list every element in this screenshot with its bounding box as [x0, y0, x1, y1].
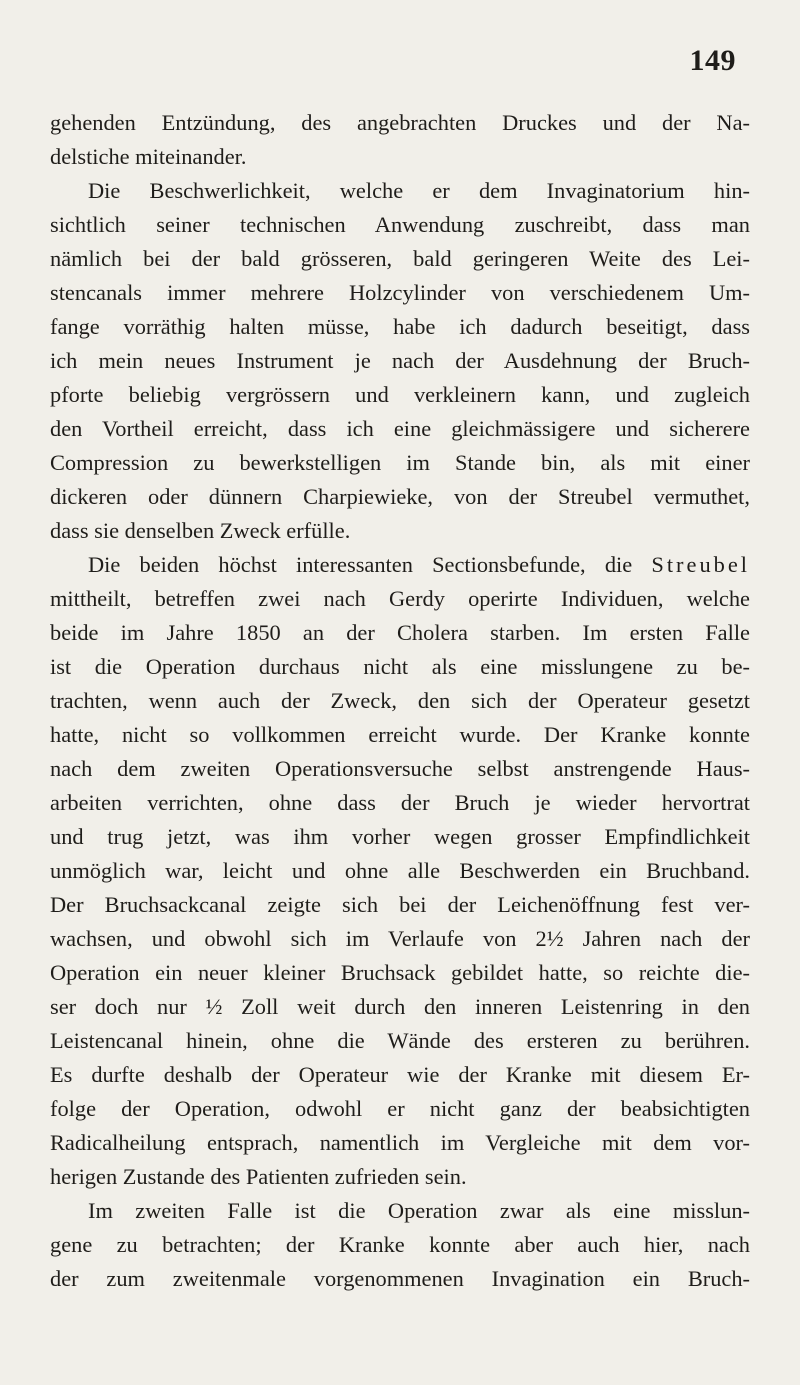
text-line: gehenden Entzündung, des angebrachten Druckes und der Na-: [50, 110, 750, 135]
text-line: herigen Zustande des Patienten zufrieden sein.: [50, 1164, 467, 1189]
text-line: unmöglich war, leicht und ohne alle Beschwerden ein Bruchband.: [50, 858, 750, 883]
page-number: 149: [689, 44, 736, 77]
text-line: ser doch nur ½ Zoll weit durch den inneren Leistenring in den: [50, 994, 750, 1019]
text-line: pforte beliebig vergrössern und verkleinern kann, und zugleich: [50, 382, 750, 407]
text-line: und trug jetzt, was ihm vorher wegen grosser Empfindlichkeit: [50, 824, 750, 849]
text-line: stencanals immer mehrere Holzcylinder von verschiedenem Um-: [50, 280, 750, 305]
paragraph-start-line: [50, 548, 750, 582]
text-line: sichtlich seiner technischen Anwendung zuschreibt, dass man: [50, 212, 750, 237]
text-segment: Die beiden höchst interessanten Sectionsbefunde, die: [88, 552, 652, 577]
text-line: nämlich bei der bald grösseren, bald geringeren Weite des Lei-: [50, 246, 750, 271]
paragraph-start-line: Die Beschwerlichkeit, welche er dem Invaginatorium hin-: [88, 178, 750, 203]
text-line: Leistencanal hinein, ohne die Wände des ersteren zu berühren.: [50, 1028, 750, 1053]
paragraph-start-line: Im zweiten Falle ist die Operation zwar als eine misslun-: [88, 1198, 750, 1223]
body-text: [50, 106, 750, 1296]
text-line: trachten, wenn auch der Zweck, den sich der Operateur gesetzt: [50, 688, 750, 713]
text-line: den Vortheil erreicht, dass ich eine gleichmässigere und sicherere: [50, 416, 750, 441]
text-line: folge der Operation, odwohl er nicht ganz der beabsichtigten: [50, 1096, 750, 1121]
author-name-spaced: Streubel: [651, 552, 750, 577]
text-line: gene zu betrachten; der Kranke konnte aber auch hier, nach: [50, 1232, 750, 1257]
text-line: hatte, nicht so vollkommen erreicht wurde. Der Kranke konnte: [50, 722, 750, 747]
text-line: ich mein neues Instrument je nach der Ausdehnung der Bruch-: [50, 348, 750, 373]
text-line: nach dem zweiten Operationsversuche selbst anstrengende Haus-: [50, 756, 750, 781]
text-line: Es durfte deshalb der Operateur wie der Kranke mit diesem Er-: [50, 1062, 750, 1087]
text-line: Compression zu bewerkstelligen im Stande bin, als mit einer: [50, 450, 750, 475]
text-line: dass sie denselben Zweck erfülle.: [50, 518, 351, 543]
text-line: dickeren oder dünnern Charpiewieke, von der Streubel vermuthet,: [50, 484, 750, 509]
text-line: der zum zweitenmale vorgenommenen Invagination ein Bruch-: [50, 1266, 750, 1291]
text-line: beide im Jahre 1850 an der Cholera starben. Im ersten Falle: [50, 620, 750, 645]
text-line: ist die Operation durchaus nicht als eine misslungene zu be-: [50, 654, 750, 679]
text-line: wachsen, und obwohl sich im Verlaufe von 2½ Jahren nach der: [50, 926, 750, 951]
text-line: fange vorräthig halten müsse, habe ich dadurch beseitigt, dass: [50, 314, 750, 339]
text-line: delstiche miteinander.: [50, 144, 247, 169]
text-line: Radicalheilung entsprach, namentlich im Vergleiche mit dem vor-: [50, 1130, 750, 1155]
text-line: mittheilt, betreffen zwei nach Gerdy operirte Individuen, welche: [50, 586, 750, 611]
text-line: Der Bruchsackcanal zeigte sich bei der Leichenöffnung fest ver-: [50, 892, 750, 917]
text-line: arbeiten verrichten, ohne dass der Bruch je wieder hervortrat: [50, 790, 750, 815]
text-line: Operation ein neuer kleiner Bruchsack gebildet hatte, so reichte die-: [50, 960, 750, 985]
